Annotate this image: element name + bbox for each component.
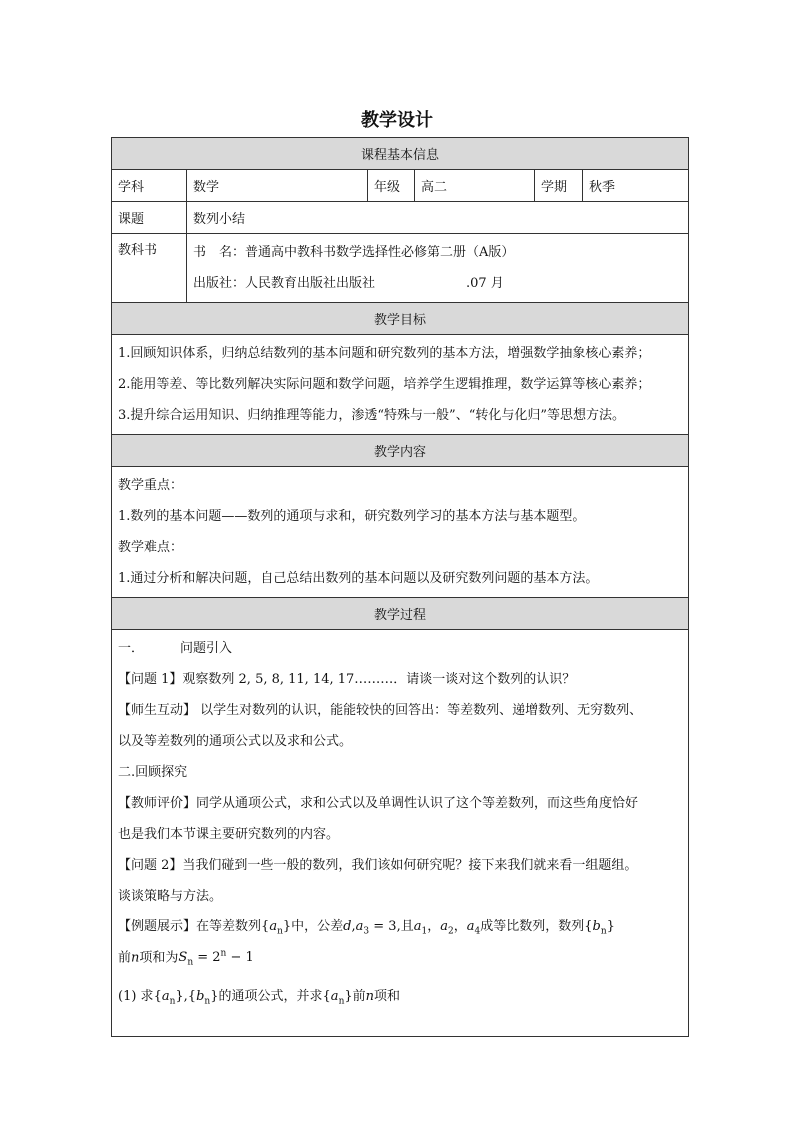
question-2-line-2: 谈谈策略与方法。 — [118, 889, 223, 904]
example-text: 中，公差 — [291, 919, 344, 934]
textbook-publisher: 出版社：人民教育出版社出版社 .07 月 — [193, 276, 504, 291]
subject-label: 学科 — [112, 170, 187, 202]
math-n: n — [131, 949, 140, 965]
difficulty-label: 教学难点： — [118, 540, 184, 555]
textbook-name: 书 名：普通高中教科书数学选择性必修第二册（A版） — [193, 245, 515, 260]
page-title: 教学设计 — [361, 110, 433, 131]
evaluation-line-2: 也是我们本节课主要研究数列的内容。 — [118, 827, 340, 842]
subquestion-text: (1) 求 — [118, 988, 154, 1004]
math-an-2: $\{a_n\}$ — [322, 988, 353, 1007]
math-d-a3: $d,a_3 = 3$, — [343, 919, 401, 937]
topic-label: 课题 — [112, 202, 187, 234]
subquestion-text: 的通项公式，并求 — [218, 988, 323, 1004]
subquestion-text: 前 — [352, 988, 366, 1004]
math-sn: $S_n = 2^n - 1$ — [178, 948, 254, 968]
topic-value: 数列小结 — [187, 202, 689, 234]
section1-number: 一． — [118, 641, 145, 656]
math-an: $\{a_n\}$ — [261, 919, 292, 937]
content-header: 教学内容 — [112, 435, 689, 467]
lesson-plan-table — [111, 137, 689, 1037]
objectives-header: 教学目标 — [112, 303, 689, 335]
section1-heading — [118, 633, 682, 664]
objective-item: 3.提升综合运用知识、归纳推理等能力，渗透“特殊与一般”、“转化与化归”等思想方法。 — [118, 408, 625, 423]
example-text: 项和为 — [139, 949, 179, 965]
example-block — [118, 916, 682, 1012]
example-text: 成等比数列，数列 — [480, 919, 585, 934]
evaluation-line-1: 【教师评价】同学从通项公式，求和公式以及单调性认识了这个等差数列，而这些角度恰好 — [118, 796, 639, 811]
section1-title: 问题引入 — [180, 641, 233, 656]
section2-heading: 二.回顾探究 — [118, 765, 188, 780]
example-text: 前 — [118, 949, 132, 965]
subquestion-text: 项和 — [374, 988, 401, 1004]
objective-item: 2.能用等差、等比数列解决实际问题和数学问题，培养学生逻辑推理，数学运算等核心素养； — [118, 377, 651, 392]
example-label: 【例题展示】 — [118, 919, 197, 934]
math-bn: $\{b_n\}$ — [584, 919, 615, 937]
question-2-line-1: 【问题 2】当我们碰到一些一般的数列，我们该如何研究呢？接下来我们就来看一组题组。 — [118, 858, 638, 873]
term-label: 学期 — [535, 170, 583, 202]
example-text: 且 — [400, 919, 414, 934]
math-n: n — [365, 988, 375, 1004]
subject-value: 数学 — [187, 170, 368, 202]
math-an-bn: $\{a_n\},\{b_n\}$ — [153, 988, 219, 1007]
grade-value: 高二 — [415, 170, 535, 202]
textbook-label: 教科书 — [112, 234, 187, 303]
interaction-line-1: 【师生互动】 以学生对数列的认识，能能较快的回答出：等差数列、递增数列、无穷数列、 — [118, 703, 643, 718]
objective-item: 1.回顾知识体系，归纳总结数列的基本问题和研究数列的基本方法，增强数学抽象核心素养； — [118, 346, 651, 361]
process-header: 教学过程 — [112, 598, 689, 630]
question-1: 【问题 1】观察数列 2, 5, 8, 11, 14, 17………．请谈一谈对这个数列的认识？ — [118, 672, 576, 687]
term-value: 秋季 — [583, 170, 689, 202]
math-a1-a2-a4: $a_1$，$a_2$，$a_4$ — [413, 919, 481, 937]
example-text: 在等差数列 — [196, 919, 262, 934]
interaction-line-2: 以及等差数列的通项公式以及求和公式。 — [118, 734, 353, 749]
course-info-header: 课程基本信息 — [112, 138, 689, 170]
difficulty-item: 1.通过分析和解决问题，自己总结出数列的基本问题以及研究数列问题的基本方法。 — [118, 571, 599, 586]
key-points-item: 1.数列的基本问题——数列的通项与求和，研究数列学习的基本方法与基本题型。 — [118, 509, 586, 524]
grade-label: 年级 — [368, 170, 415, 202]
key-points-label: 教学重点： — [118, 478, 184, 493]
